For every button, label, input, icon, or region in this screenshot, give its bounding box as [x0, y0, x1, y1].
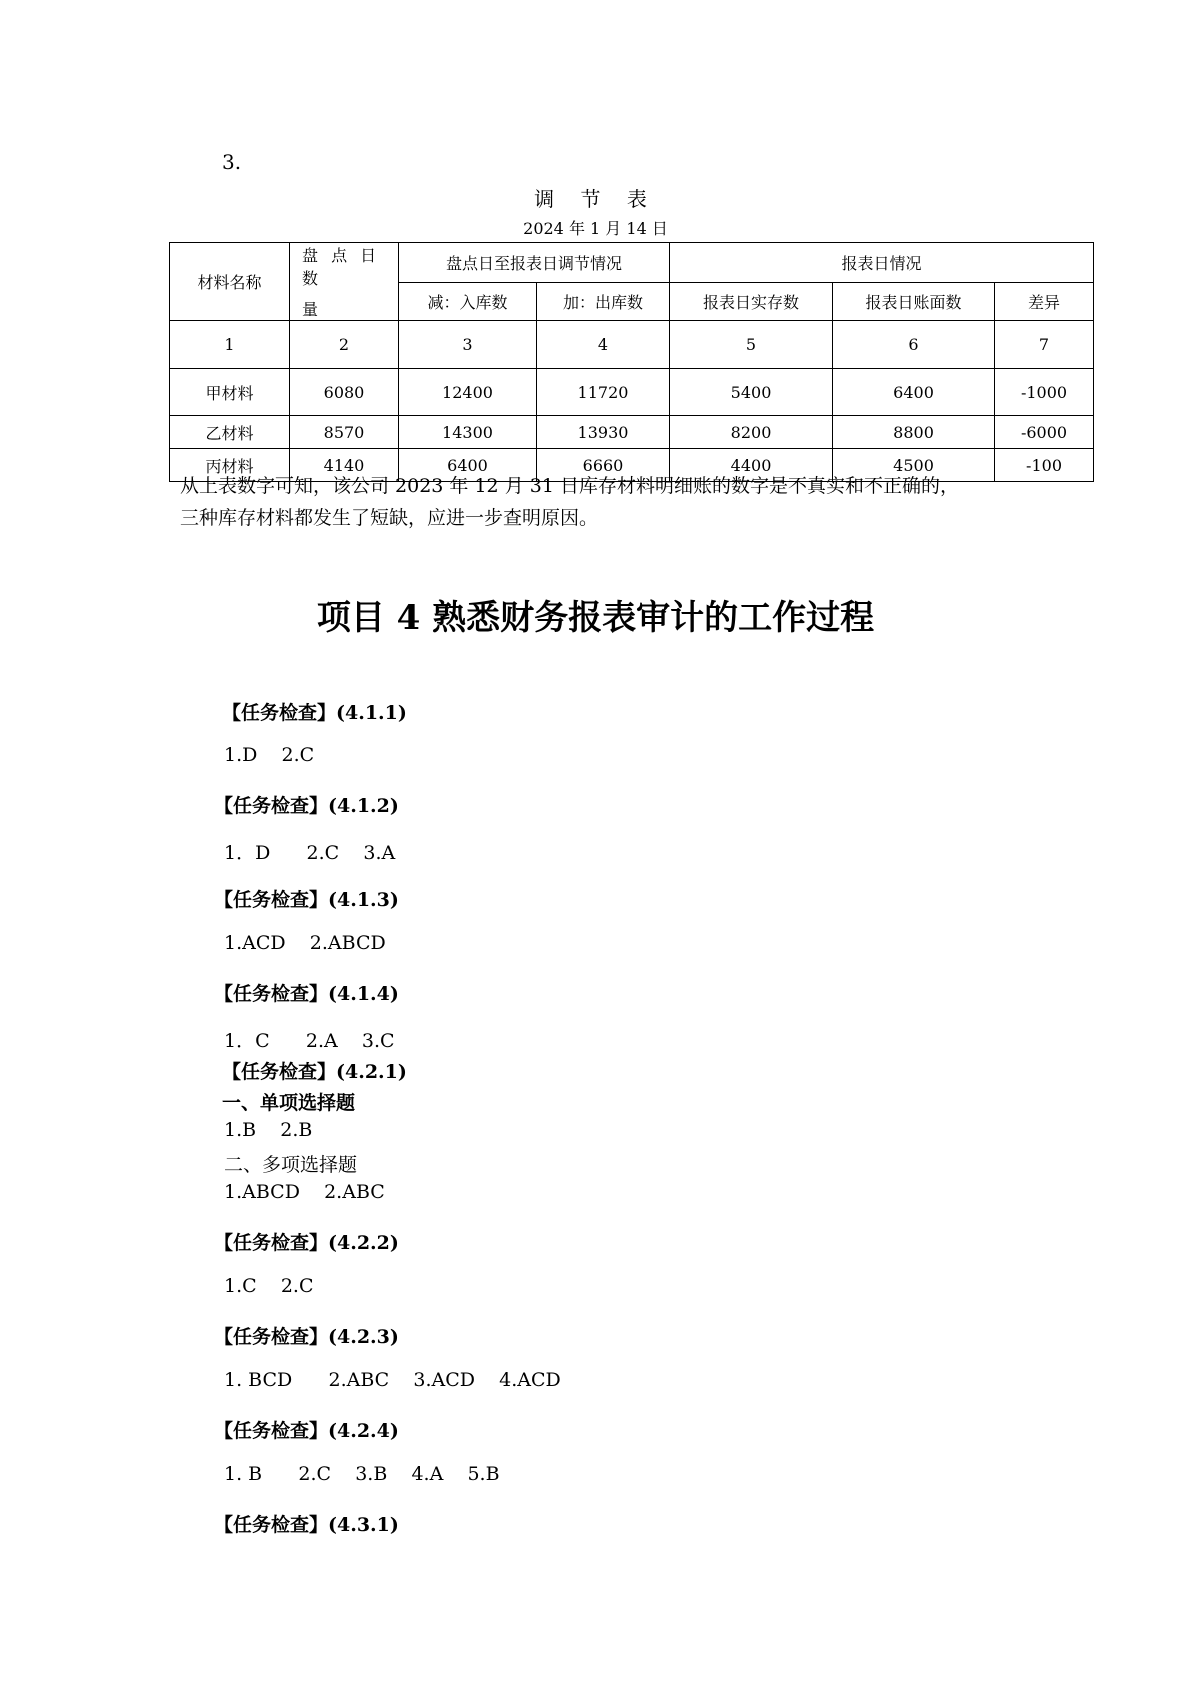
answer-line: 1.B 2.B [224, 1119, 313, 1141]
answer-line: 1.ABCD 2.ABC [224, 1181, 385, 1203]
table-date: 2024 年 1 月 14 日 [523, 219, 668, 238]
header-count-qty-line2: 量 [302, 300, 323, 319]
column-index: 1 [170, 321, 290, 369]
answer-line: 1.ACD 2.ABCD [224, 932, 386, 954]
task-check-heading: 【任务检查】(4.1.1) [222, 702, 407, 724]
table-row [170, 369, 1094, 416]
reconciliation-table [169, 242, 1094, 482]
header-minus-in: 减：入库数 [399, 282, 537, 320]
table-cell: 乙材料 [170, 416, 290, 449]
table-cell: 8570 [290, 416, 399, 449]
task-check-heading: 【任务检查】(4.2.2) [214, 1232, 399, 1254]
section-number: 3. [222, 150, 242, 174]
table-cell: 4140 [290, 449, 399, 482]
table-cell: 丙材料 [170, 449, 290, 482]
header-material-name: 材料名称 [170, 243, 290, 321]
column-index: 2 [290, 321, 399, 369]
answer-line: 1. B 2.C 3.B 4.A 5.B [224, 1463, 500, 1485]
table-cell: 13930 [537, 416, 670, 449]
table-cell: 甲材料 [170, 369, 290, 416]
column-index: 5 [670, 321, 833, 369]
table-cell: -100 [995, 449, 1094, 482]
column-index: 3 [399, 321, 537, 369]
answer-line: 1. BCD 2.ABC 3.ACD 4.ACD [224, 1369, 561, 1391]
task-check-heading: 【任务检查】(4.1.4) [214, 983, 399, 1005]
column-index: 6 [833, 321, 995, 369]
conclusion-line-2: 三种库存材料都发生了短缺，应进一步查明原因。 [180, 507, 599, 529]
answer-line: 1.D 2.C [224, 744, 315, 766]
table-cell: 12400 [399, 369, 537, 416]
answer-line: 1．C 2.A 3.C [224, 1030, 395, 1052]
table-cell: 11720 [537, 369, 670, 416]
table-cell: 6660 [537, 449, 670, 482]
subheading-multiple-choice: 二、多项选择题 [224, 1154, 358, 1176]
task-check-heading: 【任务检查】(4.1.2) [214, 795, 399, 817]
task-check-heading: 【任务检查】(4.2.4) [214, 1420, 399, 1442]
header-adjust-group: 盘点日至报表日调节情况 [399, 243, 670, 283]
header-difference: 差异 [995, 282, 1094, 320]
table-title: 调 节 表 [534, 187, 657, 211]
table-cell: 5400 [670, 369, 833, 416]
table-cell: 8200 [670, 416, 833, 449]
column-index-row [170, 321, 1094, 369]
table-cell: -1000 [995, 369, 1094, 416]
table-cell: -6000 [995, 416, 1094, 449]
table-cell: 4400 [670, 449, 833, 482]
table-cell: 6080 [290, 369, 399, 416]
header-count-qty-line1: 盘 点 日 数 [302, 246, 381, 288]
header-report-group: 报表日情况 [670, 243, 1094, 283]
table-cell: 6400 [399, 449, 537, 482]
task-check-heading: 【任务检查】(4.2.1) [222, 1061, 407, 1083]
subheading-single-choice: 一、单项选择题 [222, 1092, 356, 1114]
table-cell: 14300 [399, 416, 537, 449]
header-plus-out: 加：出库数 [537, 282, 670, 320]
chapter-heading: 项目 4 熟悉财务报表审计的工作过程 [316, 598, 875, 638]
task-check-heading: 【任务检查】(4.1.3) [214, 889, 399, 911]
header-actual-stock: 报表日实存数 [670, 282, 833, 320]
answer-line: 1．D 2.C 3.A [224, 842, 396, 864]
table-cell: 4500 [833, 449, 995, 482]
table-row [170, 416, 1094, 449]
conclusion-line-1: 从上表数字可知，该公司 2023 年 12 月 31 日库存材料明细账的数字是不真实和不正确的， [180, 475, 959, 497]
table-cell: 6400 [833, 369, 995, 416]
answer-line: 1.C 2.C [224, 1275, 314, 1297]
column-index: 4 [537, 321, 670, 369]
task-check-heading: 【任务检查】(4.2.3) [214, 1326, 399, 1348]
header-count-qty [290, 243, 399, 321]
table-cell: 8800 [833, 416, 995, 449]
column-index: 7 [995, 321, 1094, 369]
task-check-heading: 【任务检查】(4.3.1) [214, 1514, 399, 1536]
header-book-stock: 报表日账面数 [833, 282, 995, 320]
